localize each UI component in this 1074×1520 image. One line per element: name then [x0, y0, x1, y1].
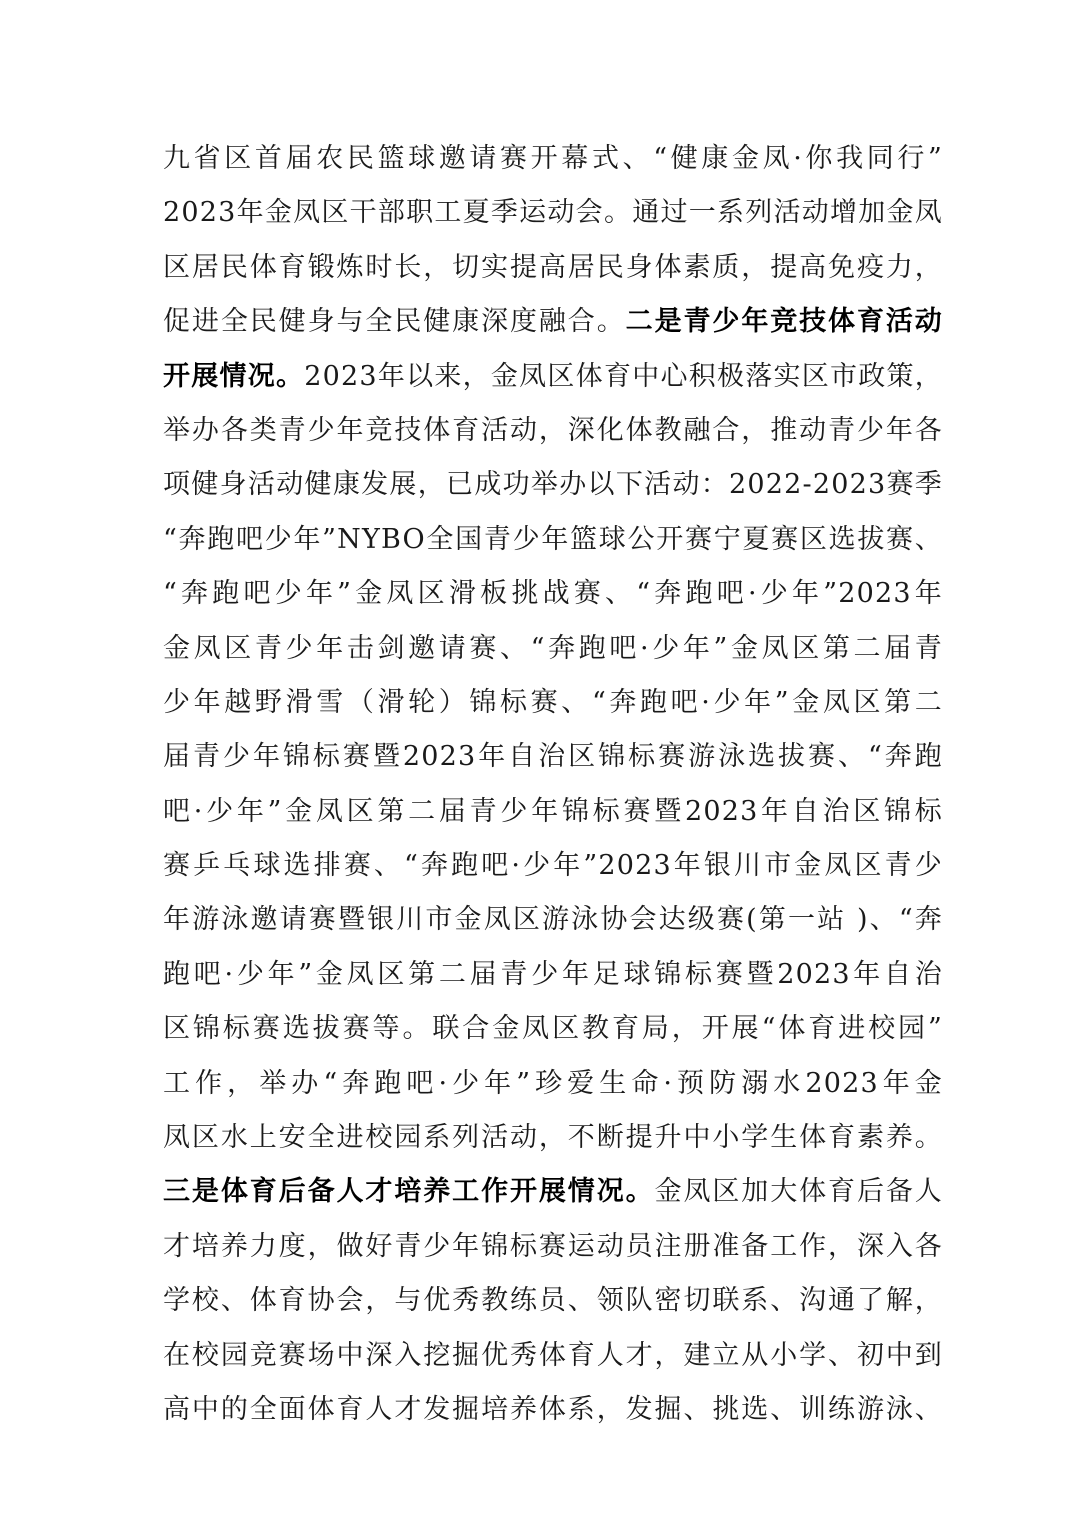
text-run: 2023年以来，金凤区体育中心积极落实区市政策，: [304, 360, 943, 392]
text-line: 在校园竞赛场中深入挖掘优秀体育人才，建立从小学、初中到: [163, 1339, 943, 1371]
text-line: 金凤区青少年击剑邀请赛、“奔跑吧·少年”金凤区第二届青: [163, 632, 943, 664]
text-line: 九省区首届农民篮球邀请赛开幕式、“健康金凤·你我同行”: [163, 143, 943, 174]
text-line: 凤区水上安全进校园系列活动，不断提升中小学生体育素养。: [163, 1122, 943, 1154]
text-line: 项健身活动健康发展，已成功举办以下活动：2022-2023赛季: [163, 469, 943, 501]
text-line: 年游泳邀请赛暨银川市金凤区游泳协会达级赛(第一站 )、“奔: [163, 904, 943, 936]
text-line: “奔跑吧少年”NYBO全国青少年篮球公开赛宁夏赛区选拔赛、: [163, 523, 943, 555]
body-paragraph: [163, 132, 943, 1437]
text-run: 金凤区加大体育后备人: [654, 1176, 943, 1208]
bold-heading-run: 三是体育后备人才培养工作开展情况。: [163, 1176, 655, 1208]
text-line: 才培养力度，做好青少年锦标赛运动员注册准备工作，深入各: [163, 1230, 943, 1262]
text-line: 工作，举办“奔跑吧·少年”珍爱生命·预防溺水2023年金: [163, 1067, 943, 1099]
text-line: 高中的全面体育人才发掘培养体系，发掘、挑选、训练游泳、: [163, 1393, 943, 1425]
text-line: [163, 350, 943, 404]
text-line: 2023年金凤区干部职工夏季运动会。通过一系列活动增加金凤: [163, 197, 943, 229]
text-line: 举办各类青少年竞技体育活动，深化体教融合，推动青少年各: [163, 414, 943, 446]
text-line: [163, 1165, 943, 1219]
text-line: 吧·少年”金凤区第二届青少年锦标赛暨2023年自治区锦标: [163, 795, 943, 827]
text-line: [163, 295, 943, 349]
text-line: 赛乒乓球选排赛、“奔跑吧·少年”2023年银川市金凤区青少: [163, 850, 943, 882]
bold-heading-run: 开展情况。: [163, 360, 305, 392]
text-line: 跑吧·少年”金凤区第二届青少年足球锦标赛暨2023年自治: [163, 958, 943, 990]
text-line: “奔跑吧少年”金凤区滑板挑战赛、“奔跑吧·少年”2023年: [163, 578, 943, 610]
text-run: 促进全民健身与全民健康深度融合。: [163, 306, 626, 338]
bold-heading-run: 二是青少年竞技体育活动: [625, 306, 944, 338]
text-line: 学校、体育协会，与优秀教练员、领队密切联系、沟通了解，: [163, 1285, 943, 1317]
text-line: 区居民体育锻炼时长，切实提高居民身体素质，提高免疫力，: [163, 251, 943, 283]
text-line: 少年越野滑雪（滑轮）锦标赛、“奔跑吧·少年”金凤区第二: [163, 686, 943, 718]
text-line: 届青少年锦标赛暨2023年自治区锦标赛游泳选拔赛、“奔跑: [163, 741, 943, 773]
text-line: 区锦标赛选拔赛等。联合金凤区教育局，开展“体育进校园”: [163, 1013, 943, 1045]
